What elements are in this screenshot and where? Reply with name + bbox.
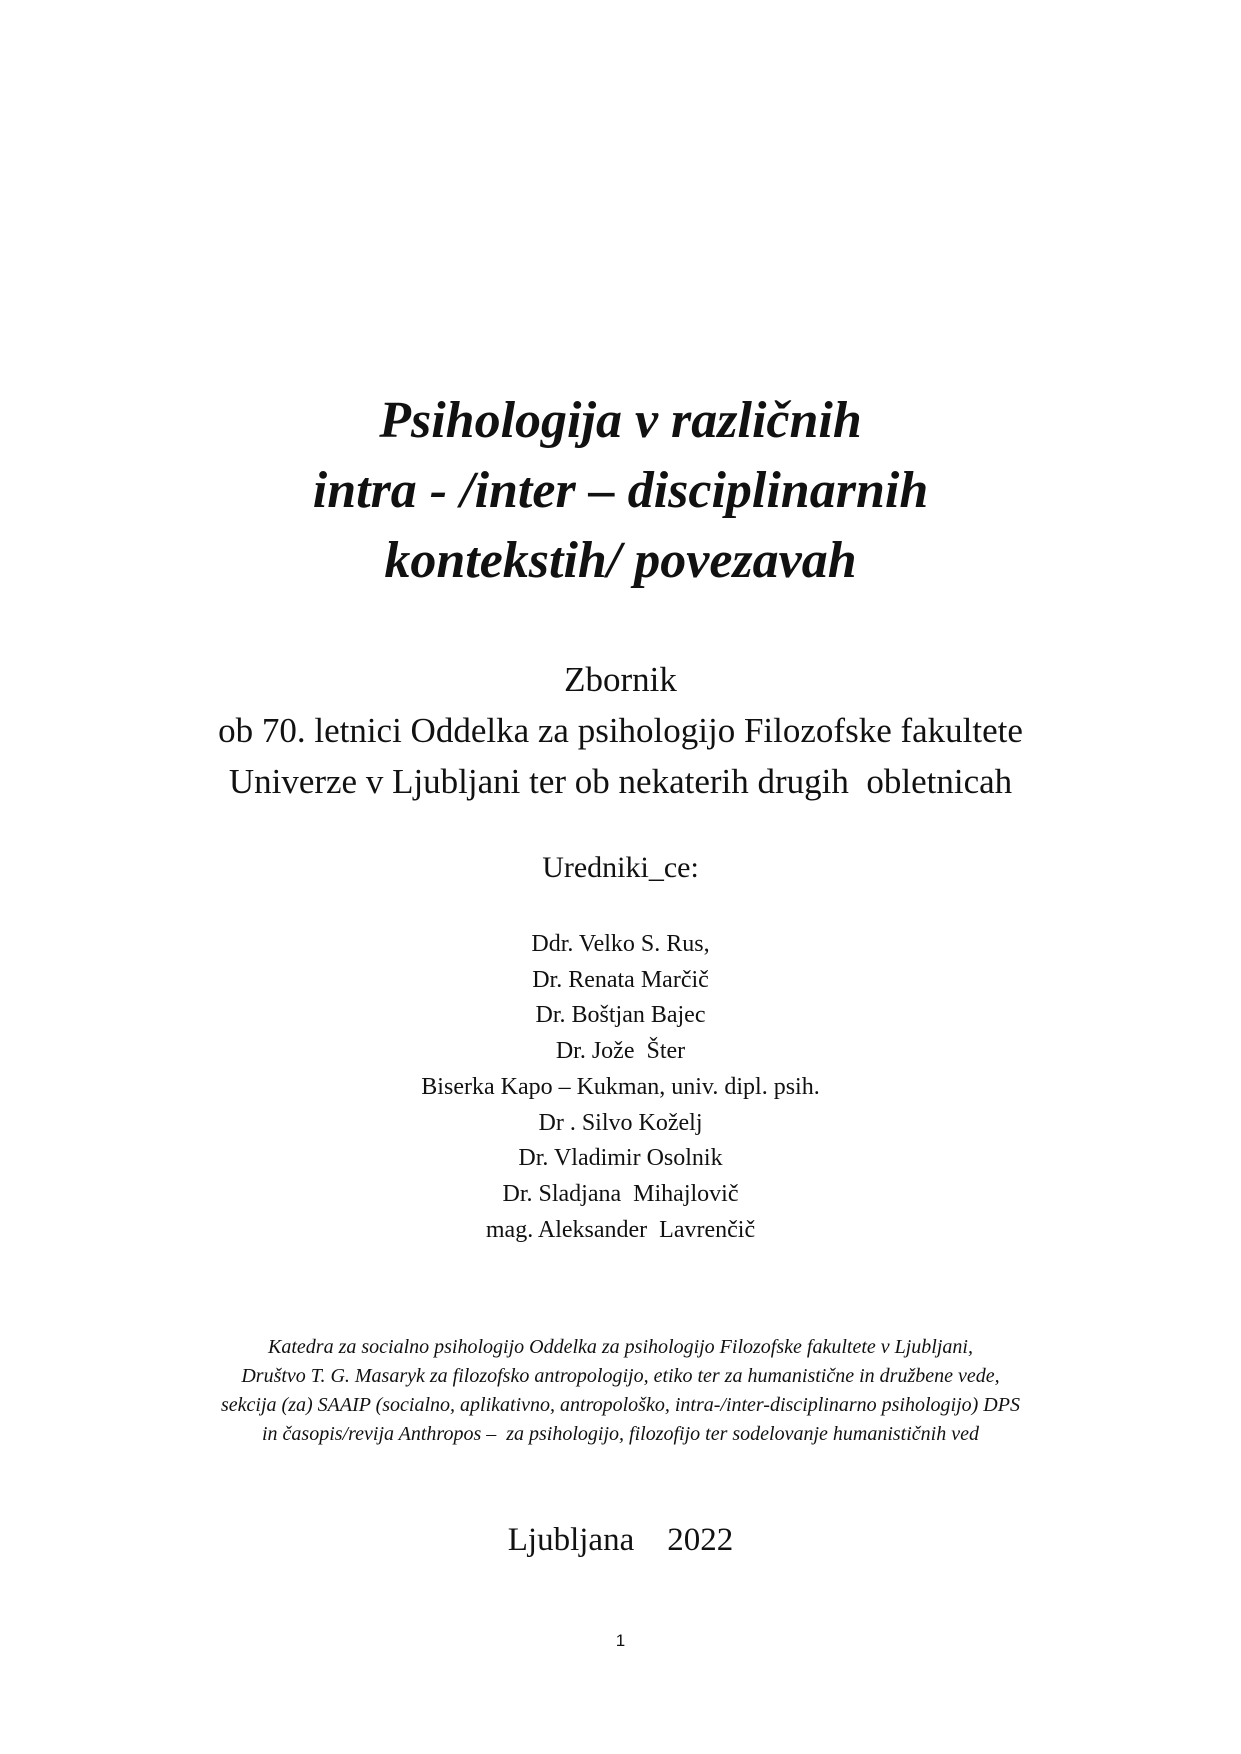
organization-line: Društvo T. G. Masaryk za filozofsko antropologijo, etiko ter za humanistične in družbene vede, bbox=[241, 1365, 1000, 1387]
editors-list bbox=[0, 927, 1241, 1248]
publishing-organizations bbox=[0, 1333, 1241, 1449]
editor-name: Dr. Jože Šter bbox=[555, 1038, 686, 1065]
subtitle-line: ob 70. letnici Oddelka za psihologijo Filozofske fakultete bbox=[218, 711, 1023, 750]
editor-name: Ddr. Velko S. Rus, bbox=[531, 931, 710, 957]
organization-line: Katedra za socialno psihologijo Oddelka za psihologijo Filozofske fakultete v Ljubljani, bbox=[268, 1336, 973, 1358]
editor-name: Dr. Vladimir Osolnik bbox=[518, 1145, 723, 1172]
organization-line: sekcija (za) SAAIP (socialno, aplikativno, antropološko, intra-/inter-disciplinarno psihologijo) DPS bbox=[221, 1394, 1020, 1416]
editor-name: mag. Aleksander Lavrenčič bbox=[485, 1216, 756, 1243]
editors-heading: Uredniki_ce: bbox=[542, 851, 699, 884]
place-and-year: Ljubljana 2022 bbox=[507, 1522, 734, 1558]
editor-name: Dr. Boštjan Bajec bbox=[535, 1002, 706, 1029]
editor-name: Dr. Renata Marčič bbox=[532, 966, 709, 993]
title-line: intra - /inter – disciplinarnih bbox=[312, 462, 929, 519]
page-number: 1 bbox=[615, 1631, 626, 1650]
organization-line: in časopis/revija Anthropos – za psihologijo, filozofijo ter sodelovanje humanističnih ved bbox=[261, 1423, 979, 1445]
editor-name: Biserka Kapo – Kukman, univ. dipl. psih. bbox=[421, 1073, 820, 1100]
title-line: kontekstih/ povezavah bbox=[384, 532, 857, 589]
subtitle bbox=[0, 654, 1241, 807]
editor-name: Dr. Sladjana Mihajlovič bbox=[502, 1180, 739, 1207]
book-title bbox=[0, 386, 1241, 596]
subtitle-line: Univerze v Ljubljani ter ob nekaterih drugih obletnicah bbox=[228, 762, 1013, 801]
title-line: Psihologija v različnih bbox=[379, 392, 862, 449]
subtitle-line: Zbornik bbox=[564, 660, 677, 699]
editor-name: Dr . Silvo Koželj bbox=[538, 1109, 703, 1136]
